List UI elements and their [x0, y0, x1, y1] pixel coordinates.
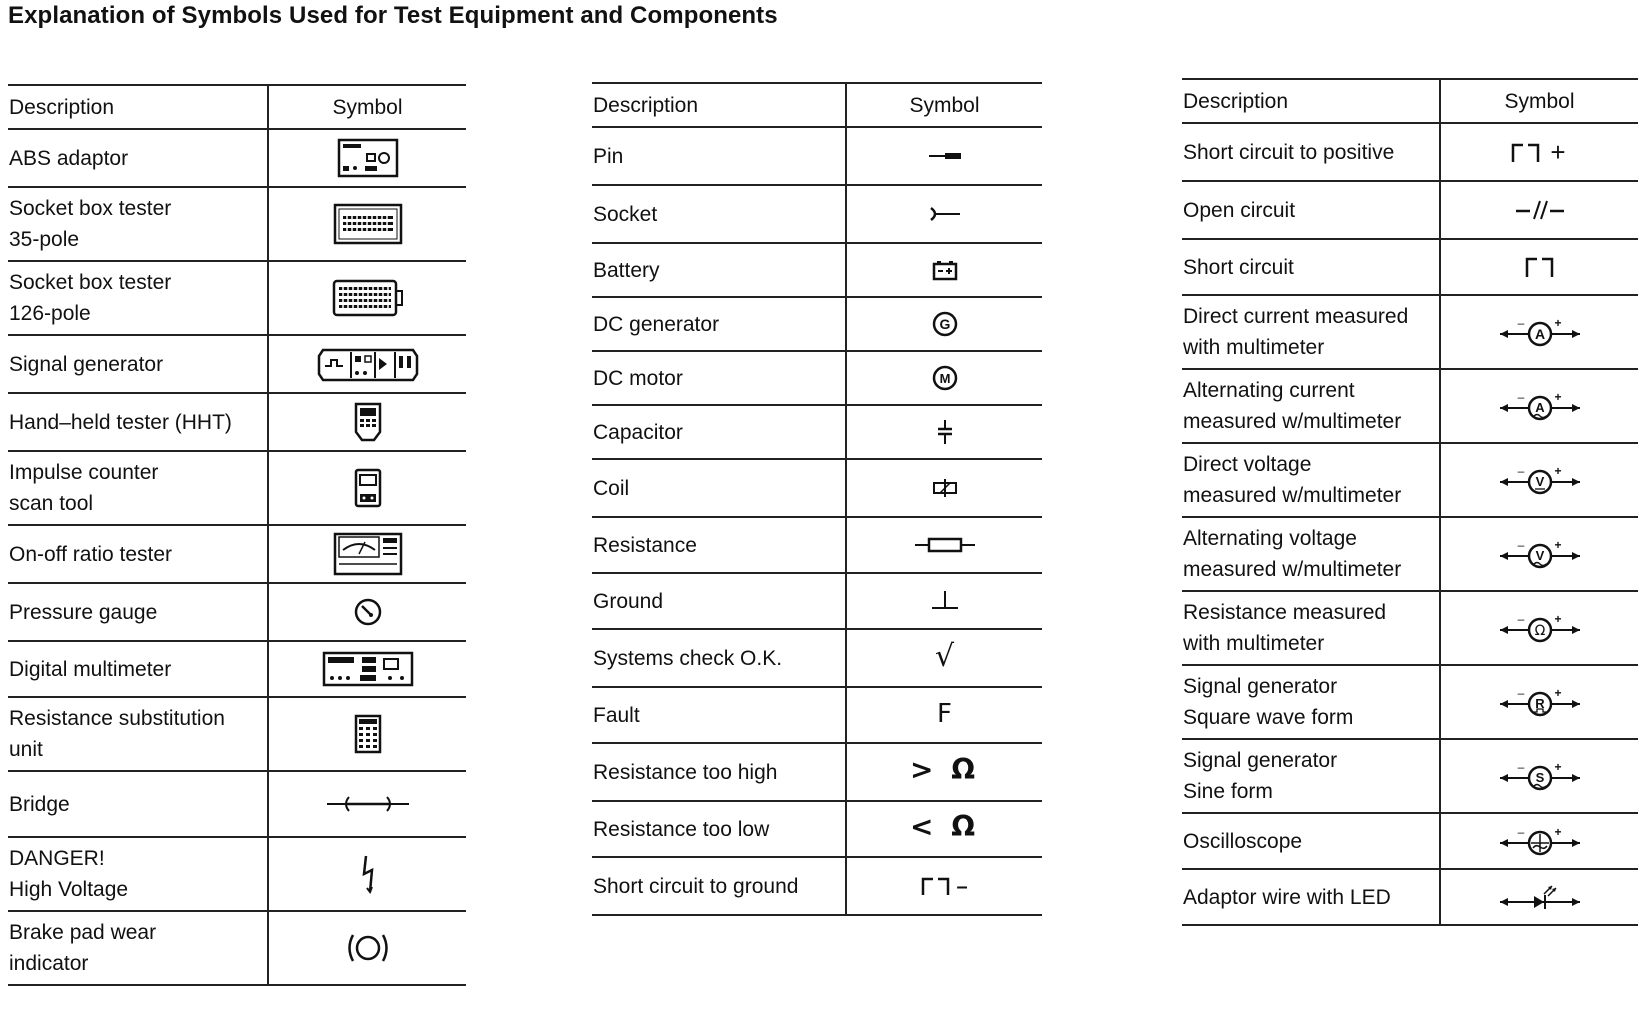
svg-text:+: + [1553, 761, 1562, 774]
symbol-header: Symbol [1440, 79, 1638, 123]
svg-text:–: – [1517, 391, 1524, 404]
resistance-too-low-icon: < Ω [909, 810, 979, 843]
table-row [592, 351, 1042, 405]
row-description: Signal generator Square wave form [1182, 665, 1440, 739]
row-description: ABS adaptor [8, 129, 268, 187]
table-row [1182, 813, 1638, 869]
svg-text:+: + [1553, 465, 1562, 478]
row-description: Pressure gauge [8, 583, 268, 641]
svg-text:+: + [1553, 317, 1562, 330]
row-description: Resistance too high [592, 743, 846, 801]
svg-text:–: – [1517, 826, 1524, 839]
table-row [592, 297, 1042, 351]
meter-symbol [1498, 465, 1582, 495]
bridge-icon [325, 794, 411, 814]
row-description: DC motor [592, 351, 846, 405]
svg-text:V: V [1535, 474, 1544, 489]
table-row [1182, 239, 1638, 295]
table-row [8, 451, 466, 525]
oscilloscope-icon [1440, 813, 1638, 869]
high-voltage-icon [358, 854, 378, 894]
sine-wave-generator-icon [1440, 739, 1638, 813]
table-row [8, 393, 466, 451]
hand-held-tester-icon [352, 402, 384, 442]
ground-icon [930, 589, 960, 613]
row-description: Pin [592, 127, 846, 185]
row-description: Signal generator Sine form [1182, 739, 1440, 813]
table-row [8, 583, 466, 641]
row-description: Bridge [8, 771, 268, 837]
open-circuit-icon [1514, 198, 1566, 222]
short-circuit-icon [1524, 255, 1556, 279]
short-to-ground-icon [920, 875, 970, 897]
digital-multimeter-icon [322, 651, 414, 687]
svg-text:–: – [1517, 613, 1524, 626]
table-row [592, 405, 1042, 459]
table-row [592, 185, 1042, 243]
row-description: DANGER! High Voltage [8, 837, 268, 911]
symbols-table-equipment [8, 84, 466, 986]
svg-text:Ω: Ω [1534, 623, 1545, 639]
brake-pad-wear-icon [345, 930, 391, 966]
row-description: DC generator [592, 297, 846, 351]
battery-icon [932, 259, 958, 281]
symbols-table-measurements [1182, 78, 1638, 926]
impulse-counter-icon [353, 468, 383, 508]
row-description: Socket box tester 126-pole [8, 261, 268, 335]
svg-text:–: – [1517, 465, 1524, 478]
svg-text:+: + [1553, 826, 1562, 839]
row-description: Resistance substitution unit [8, 697, 268, 771]
table-row [8, 911, 466, 985]
ohm-meter-icon [1440, 591, 1638, 665]
meter-symbol [1498, 613, 1582, 643]
fault-icon: F [937, 698, 952, 729]
table-row [1182, 665, 1638, 739]
svg-text:–: – [1517, 317, 1524, 330]
row-description: On-off ratio tester [8, 525, 268, 583]
ac-current-meter-icon [1440, 369, 1638, 443]
meter-symbol [1498, 539, 1582, 569]
table-row [8, 837, 466, 911]
socket-box-126-icon [332, 277, 404, 319]
table-row [1182, 369, 1638, 443]
table-row [8, 697, 466, 771]
resistance-icon [913, 536, 977, 554]
row-description: Socket [592, 185, 846, 243]
meter-symbol [1498, 391, 1582, 421]
resistance-too-high-icon: > Ω [909, 753, 979, 786]
row-description: Signal generator [8, 335, 268, 393]
table-row [1182, 591, 1638, 665]
svg-text:R: R [1534, 696, 1545, 711]
signal-generator-device-icon [317, 344, 419, 384]
table-row [1182, 869, 1638, 925]
row-description: Hand–held tester (HHT) [8, 393, 268, 451]
meter-symbol [1498, 317, 1582, 347]
led-adaptor-icon [1498, 882, 1582, 912]
svg-text:+: + [1553, 613, 1562, 626]
meter-symbol [1498, 761, 1582, 791]
pressure-gauge-icon [353, 597, 383, 627]
row-description: Short circuit [1182, 239, 1440, 295]
table-row [592, 243, 1042, 297]
svg-text:+: + [1549, 140, 1566, 164]
table-row [1182, 517, 1638, 591]
abs-adaptor-icon [337, 138, 399, 178]
row-description: Coil [592, 459, 846, 517]
svg-text:V: V [1535, 548, 1544, 563]
row-description: Resistance too low [592, 801, 846, 857]
table-row [8, 771, 466, 837]
table-row [592, 743, 1042, 801]
check-ok-icon: √ [934, 638, 955, 674]
svg-text:–: – [1517, 761, 1524, 774]
table-row [8, 525, 466, 583]
row-description: Open circuit [1182, 181, 1440, 239]
dc-motor-icon [931, 364, 959, 392]
row-description: Battery [592, 243, 846, 297]
table-row [592, 801, 1042, 857]
description-header: Description [1182, 79, 1440, 123]
table-header-row [8, 85, 466, 129]
table-row [1182, 443, 1638, 517]
page-title: Explanation of Symbols Used for Test Equipment and Components [8, 2, 778, 29]
short-to-positive-icon [1510, 140, 1570, 164]
table-row [592, 629, 1042, 687]
socket-box-35-icon [333, 203, 403, 245]
capacitor-icon [935, 418, 955, 446]
svg-text:S: S [1535, 770, 1544, 785]
row-description: Capacitor [592, 405, 846, 459]
table-header-row [592, 83, 1042, 127]
symbols-table-components [592, 82, 1042, 916]
row-description: Digital multimeter [8, 641, 268, 697]
square-wave-generator-icon [1440, 665, 1638, 739]
svg-text:A: A [1534, 400, 1545, 415]
symbol-header: Symbol [268, 85, 466, 129]
symbol-header: Symbol [846, 83, 1042, 127]
on-off-ratio-tester-icon [333, 532, 403, 576]
ac-voltage-meter-icon [1440, 517, 1638, 591]
row-description: Socket box tester 35-pole [8, 187, 268, 261]
meter-symbol [1498, 826, 1582, 856]
row-description: Oscilloscope [1182, 813, 1440, 869]
svg-text:+: + [1553, 687, 1562, 700]
row-description: Direct voltage measured w/multimeter [1182, 443, 1440, 517]
dc-current-meter-icon [1440, 295, 1638, 369]
table-row [8, 335, 466, 393]
description-header: Description [8, 85, 268, 129]
table-row [1182, 123, 1638, 181]
row-description: Resistance [592, 517, 846, 573]
svg-text:–: – [955, 876, 968, 897]
description-header: Description [592, 83, 846, 127]
table-row [592, 857, 1042, 915]
row-description: Short circuit to ground [592, 857, 846, 915]
dc-generator-icon [931, 310, 959, 338]
row-description: Short circuit to positive [1182, 123, 1440, 181]
row-description: Brake pad wear indicator [8, 911, 268, 985]
table-row [592, 517, 1042, 573]
resistance-substitution-icon [353, 714, 383, 754]
table-row [592, 687, 1042, 743]
row-description: Resistance measured with multimeter [1182, 591, 1440, 665]
coil-icon [930, 477, 960, 499]
table-header-row [1182, 79, 1638, 123]
row-description: Fault [592, 687, 846, 743]
row-description: Systems check O.K. [592, 629, 846, 687]
svg-text:+: + [1553, 539, 1562, 552]
svg-text:M: M [939, 371, 950, 386]
pin-icon [927, 150, 963, 162]
svg-text:–: – [1517, 539, 1524, 552]
row-description: Ground [592, 573, 846, 629]
dc-voltage-meter-icon [1440, 443, 1638, 517]
table-row [1182, 181, 1638, 239]
table-row [592, 573, 1042, 629]
table-row [592, 127, 1042, 185]
svg-text:+: + [1553, 391, 1562, 404]
row-description: Adaptor wire with LED [1182, 869, 1440, 925]
row-description: Impulse counter scan tool [8, 451, 268, 525]
table-row [592, 459, 1042, 517]
table-row [8, 641, 466, 697]
svg-text:A: A [1534, 326, 1545, 342]
table-row [1182, 739, 1638, 813]
svg-text:–: – [1517, 687, 1524, 700]
table-row [8, 187, 466, 261]
row-description: Alternating voltage measured w/multimeter [1182, 517, 1440, 591]
socket-icon [928, 205, 962, 223]
table-row [8, 261, 466, 335]
table-row [8, 129, 466, 187]
svg-text:G: G [939, 316, 950, 332]
row-description: Direct current measured with multimeter [1182, 295, 1440, 369]
row-description: Alternating current measured w/multimeter [1182, 369, 1440, 443]
table-row [1182, 295, 1638, 369]
meter-symbol [1498, 687, 1582, 717]
